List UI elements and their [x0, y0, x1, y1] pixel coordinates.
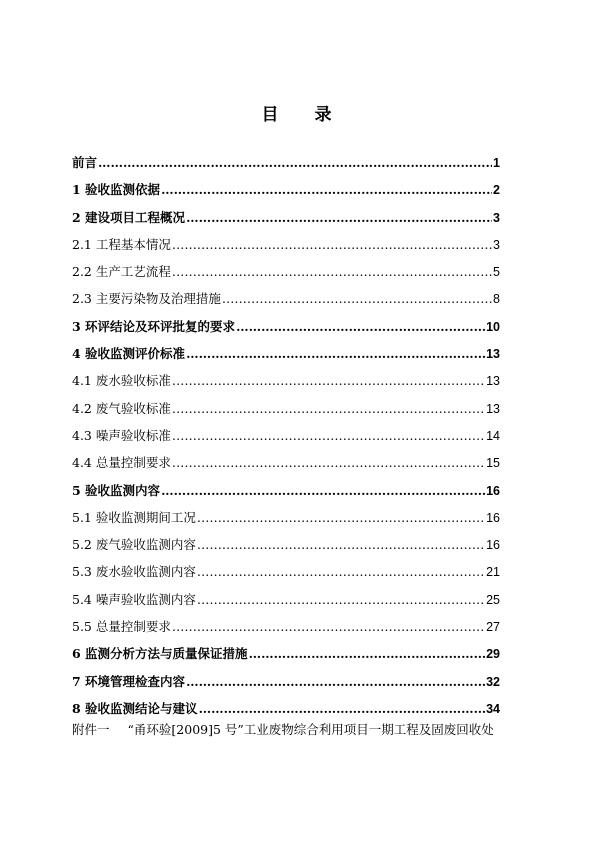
- toc-leader-dots: [172, 449, 485, 476]
- toc-entry-page-number: 16: [486, 538, 500, 553]
- toc-leader-dots: [172, 231, 492, 258]
- toc-leader-dots: [172, 613, 485, 640]
- toc-entry-page-number: 3: [493, 210, 500, 225]
- toc-leader-dots: [186, 668, 485, 695]
- toc-entry-page-number: 8: [493, 292, 500, 307]
- toc-entry-label: 2 建设项目工程概况: [72, 209, 186, 225]
- toc-entry[interactable]: [72, 531, 500, 558]
- toc-entry[interactable]: [72, 149, 500, 176]
- toc-entry-label: 5.5 总量控制要求: [72, 619, 171, 635]
- toc-entry-page-number: 5: [493, 265, 500, 280]
- toc-entry[interactable]: [72, 258, 500, 285]
- toc-entry[interactable]: [72, 668, 500, 695]
- toc-leader-dots: [172, 422, 485, 449]
- toc-leader-dots: [172, 367, 485, 394]
- toc-entry[interactable]: [72, 313, 500, 340]
- toc-entry-page-number: 16: [486, 483, 500, 498]
- toc-entry-label: 4.4 总量控制要求: [72, 455, 171, 471]
- toc-entry-page-number: 13: [486, 347, 500, 362]
- toc-entry-label: 5.1 验收监测期间工况: [72, 509, 196, 525]
- toc-entry-label: 4.3 噪声验收标准: [72, 427, 171, 443]
- toc-entry-page-number: 13: [486, 374, 500, 389]
- appendix-line: [72, 720, 542, 738]
- toc-entry-label: 4.2 废气验收标准: [72, 400, 171, 416]
- toc-entry-page-number: 1: [493, 156, 500, 170]
- toc-entry-page-number: 3: [493, 237, 500, 252]
- toc-entry[interactable]: [72, 586, 500, 613]
- toc-entry-label: 3 环评结论及环评批复的要求: [72, 318, 236, 334]
- toc-entry[interactable]: [72, 204, 500, 231]
- toc-entry[interactable]: [72, 367, 500, 394]
- toc-entry-label: 5.3 废水验收监测内容: [72, 564, 196, 580]
- toc-entry[interactable]: [72, 422, 500, 449]
- toc-leader-dots: [236, 313, 485, 340]
- toc-entry-page-number: 27: [486, 620, 500, 635]
- appendix-prefix: 附件一: [72, 722, 110, 737]
- toc-entry-label: 8 验收监测结论与建议: [72, 700, 198, 716]
- toc-entry-label: 7 环境管理检查内容: [72, 673, 186, 689]
- toc-entry-page-number: 13: [486, 401, 500, 416]
- toc-entry-label: 2.2 生产工艺流程: [72, 264, 171, 280]
- toc-entry-page-number: 32: [486, 674, 500, 689]
- toc-entry[interactable]: [72, 695, 500, 722]
- table-of-contents: [72, 149, 500, 722]
- toc-leader-dots: [222, 285, 492, 312]
- toc-entry[interactable]: [72, 613, 500, 640]
- toc-entry-page-number: 25: [486, 592, 500, 607]
- appendix-text: “甬环验[2009]5 号”工业废物综合利用项目一期工程及固废回收处: [127, 722, 494, 737]
- toc-entry-label: 2.1 工程基本情况: [72, 236, 171, 252]
- toc-leader-dots: [186, 204, 492, 231]
- toc-entry[interactable]: [72, 640, 500, 667]
- toc-entry[interactable]: [72, 477, 500, 504]
- toc-entry-label: 5.2 废气验收监测内容: [72, 537, 196, 553]
- toc-leader-dots: [197, 531, 485, 558]
- toc-leader-dots: [98, 149, 492, 176]
- toc-leader-dots: [172, 395, 485, 422]
- toc-entry-page-number: 2: [493, 183, 500, 198]
- toc-leader-dots: [199, 695, 486, 722]
- toc-leader-dots: [197, 558, 485, 585]
- toc-leader-dots: [186, 340, 485, 367]
- page-title: [0, 100, 595, 125]
- toc-leader-dots: [161, 176, 492, 203]
- toc-entry-page-number: 10: [486, 319, 500, 334]
- toc-leader-dots: [161, 477, 485, 504]
- toc-entry[interactable]: [72, 231, 500, 258]
- toc-entry-page-number: 21: [486, 565, 500, 580]
- toc-entry-label: 前言: [72, 155, 98, 170]
- toc-entry-label: 4 验收监测评价标准: [72, 346, 186, 362]
- toc-entry[interactable]: [72, 504, 500, 531]
- toc-entry[interactable]: [72, 449, 500, 476]
- toc-entry-label: 5.4 噪声验收监测内容: [72, 591, 196, 607]
- toc-entry[interactable]: [72, 176, 500, 203]
- toc-entry-label: 4.1 废水验收标准: [72, 373, 171, 389]
- title-char-2: 录: [314, 105, 334, 125]
- toc-leader-dots: [197, 586, 485, 613]
- title-char-1: 目: [261, 105, 281, 125]
- toc-leader-dots: [172, 258, 492, 285]
- toc-leader-dots: [197, 504, 485, 531]
- toc-entry[interactable]: [72, 558, 500, 585]
- toc-entry[interactable]: [72, 285, 500, 312]
- toc-entry-page-number: 16: [486, 510, 500, 525]
- toc-leader-dots: [249, 640, 486, 667]
- toc-entry-label: 1 验收监测依据: [72, 182, 161, 198]
- toc-entry-label: 5 验收监测内容: [72, 482, 161, 498]
- toc-entry-label: 6 监测分析方法与质量保证措施: [72, 646, 248, 662]
- toc-entry[interactable]: [72, 395, 500, 422]
- toc-entry-page-number: 15: [486, 456, 500, 471]
- toc-entry[interactable]: [72, 340, 500, 367]
- toc-entry-page-number: 14: [486, 428, 500, 443]
- toc-entry-page-number: 29: [486, 647, 500, 662]
- toc-entry-label: 2.3 主要污染物及治理措施: [72, 291, 221, 307]
- toc-entry-page-number: 34: [486, 701, 500, 716]
